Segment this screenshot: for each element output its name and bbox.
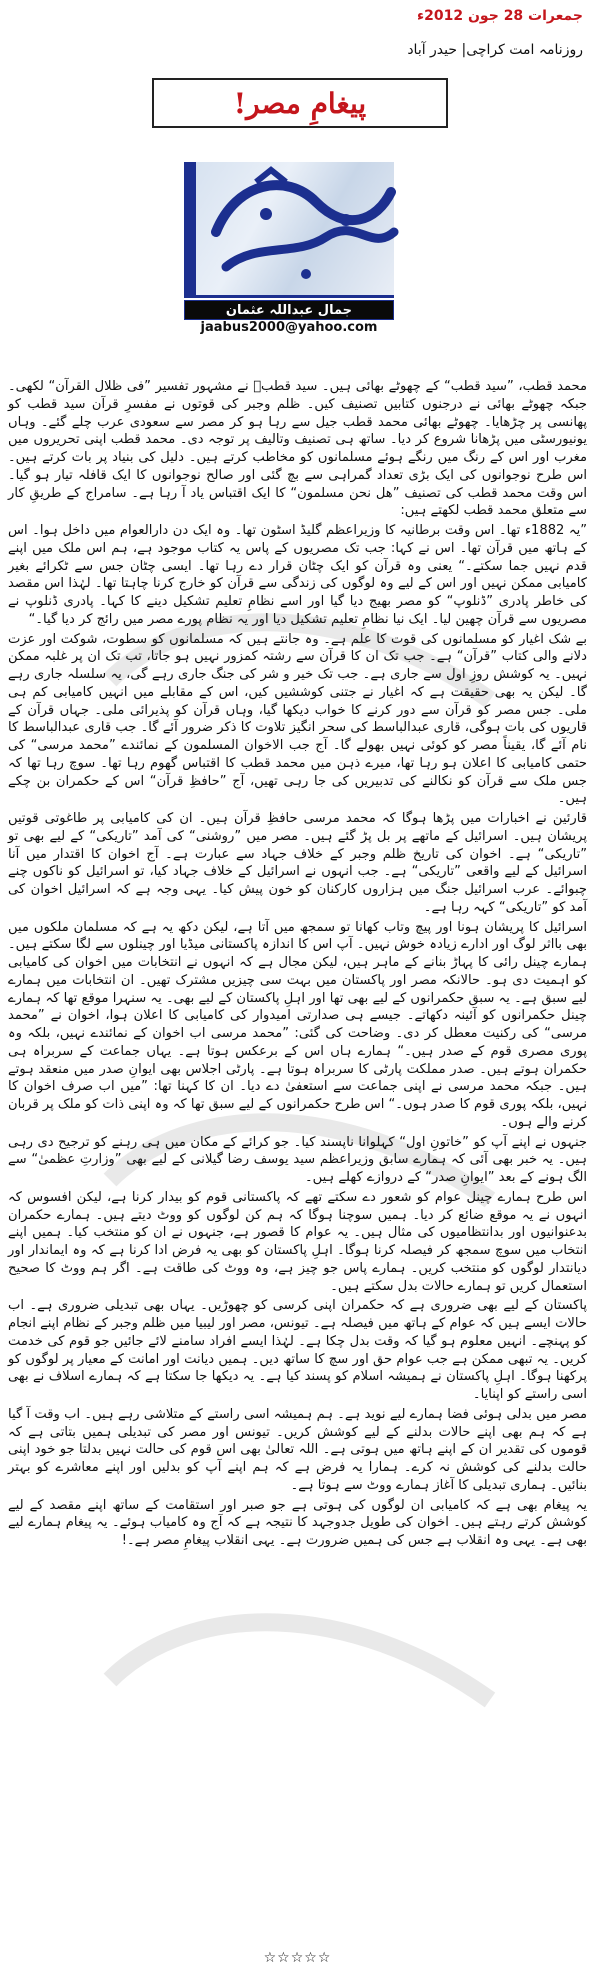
paragraph: جنہوں نے اپنے آپ کو ”خاتونِ اول“ کہلوانا ناپسند کیا۔ جو کرائے کے مکان میں ہی رہنے کو ترجیح دی رہی ہیں۔ یہ خبر بھی آئی کہ ہمارے سابق وزیراعظم سید یوسف رضا گیلانی کے لیے بھی ”وزارتِ عظمیٰ“ سے الگ ہونے کے بعد ”ایوانِ صدر“ کے دروازے کھلے ہیں۔ xyxy=(8,1134,587,1185)
article-title: پیغامِ مصر! xyxy=(233,86,367,120)
newspaper-source: روزنامہ امت کراچی| حیدر آباد xyxy=(407,42,583,58)
paragraph: بے شک اغیار کو مسلمانوں کی قوت کا علم ہے۔ وہ جانتے ہیں کہ مسلمانوں کو سطوت، شوکت اور عزت دلانے والی کتاب ”قرآن“ ہے۔ جب تک ان کا قرآن سے رشتہ کمزور نہیں ہو جاتا، تب تک ان پر غلبہ ممکن نہیں۔ یہ کوشش روزِ اول سے جاری ہے۔ جب تک خیر و شر کی جنگ جاری رہے گی، یہ سلسلہ جاری رہے گا۔ لیکن یہ بھی حقیقت ہے کہ اغیار نے جتنی کوششیں کیں، اس کے مقابلے میں انہیں کامیابی کم ہی ملی۔ جس مصر کو قرآن سے دور کرنے کا خواب دیکھا گیا، وہاں قرآن کو پذیرائی ملی۔ جہاں قرآن کے قاریوں کی بات ہوگی، قاری عبدالباسط کی سحر انگیز تلاوت کا ذکر ضرور آئے گا۔ جب قاری عبدالباسط کا نام آئے گا، یقیناً مصر کو کوئی نہیں بھولے گا۔ آج جب الاخوان المسلمون کے نمائندے ”محمد مرسی“ کی حتمی کامیابی کا اعلان ہو رہا تھا، میرے ذہن میں محمد قطب کا اقتباس گھوم رہا تھا۔ سوچ رہا تھا کہ جس ملک سے قرآن کو نکالنے کی تدبیریں کی جا رہی تھیں، آج ”حافظِ قرآن“ اس کے حکمران بن چکے ہیں۔ xyxy=(8,631,587,807)
column-banner xyxy=(184,162,394,338)
paragraph: ”یہ 1882ء تھا۔ اس وقت برطانیہ کا وزیراعظم گلیڈ اسٹون تھا۔ وہ ایک دن دارالعوام میں داخل ہوا۔ اس کے ہاتھ میں قرآن تھا۔ اس نے کہا: جب تک مصریوں کے پاس یہ کتاب موجود ہے، ہم اس ملک میں اپنے قدم نہیں جما سکتے۔“ یعنی وہ قرآن کو ایک چٹان قرار دے رہا تھا۔ ایسی چٹان جس سے ٹکرائے بغیر کامیابی ممکن نہیں اور اس کے لیے وہ لوگوں کی زندگی سے قرآن کو خارج کرنا چاہتا تھا۔ لہٰذا اس مقصد کی خاطر پادری ”ڈنلوپ“ کو مصر بھیج دیا گیا اور اسے نظامِ تعلیم تشکیل دینے کا کہا۔ پادری ڈنلوپ نے مصریوں سے قرآن چھین لیا۔ ایک نیا نظامِ تعلیم تشکیل دیا اور یہ نظام پورے مصر میں رائج کر دیا گیا۔“ xyxy=(8,523,587,627)
end-stars: ☆☆☆☆☆ xyxy=(263,1950,332,1966)
author-name: جمال عبداللہ عثمان xyxy=(225,302,353,318)
paragraph: اسرائیل کا پریشان ہونا اور پیچ وتاب کھانا تو سمجھ میں آتا ہے، لیکن دکھ یہ ہے کہ مسلمان ملکوں میں بھی بااثر لوگ اور ادارے زیادہ خوش نہیں۔ آپ اس کا اندازہ پاکستانی میڈیا اور چینلوں سے لگا سکتے ہیں۔ ہمارے چینل رائی کا پہاڑ بنانے کے ماہر ہیں، لیکن مجال ہے کہ انہوں نے انتخابات میں اخوان کی کامیابی کو اہمیت دی ہو۔ حالانکہ مصر اور پاکستان میں بہت سی چیزیں مشترک تھیں۔ ان انتخابات میں ہمارے لیے سبق ہے۔ یہ سبق حکمرانوں کے لیے بھی تھا اور اہلِ پاکستان کے لیے بھی۔ یہ سنہرا موقع تھا کہ ہمارے چینل حکمرانوں کو آئینہ دکھاتے۔ جیسے ہی صدارتی امیدوار کی کامیابی کا اعلان ہوا، اخوان نے ”محمد مرسی“ کی رکنیت معطل کر دی۔ وضاحت کی گئی: ”محمد مرسی اب اخوان کے نمائندے نہیں، بلکہ وہ پوری مصری قوم کے صدر ہیں۔“ ہمارے ہاں اس کے برعکس ہوتا ہے۔ یہاں جماعت کے سربراہ ہی حکمران ہوتے ہیں۔ صدر مملکت پارٹی کا سربراہ ہوتا ہے۔ پارٹی اجلاس بھی ایوانِ صدر میں منعقد ہوتے ہیں۔ جبکہ محمد مرسی نے اپنی جماعت سے استعفیٰ دے دیا۔ ان کا کہنا تھا: ”میں اب صرف اخوان کا نہیں، بلکہ پوری قوم کا صدر ہوں۔“ اس طرح حکمرانوں کے لیے سبق تھا کہ وہ اپنی ذات کو ملک پر قربان کرنے والے ہوں۔ xyxy=(8,919,587,1130)
column-logo xyxy=(184,162,394,298)
column-logo-art xyxy=(196,162,406,298)
author-bar xyxy=(184,300,394,320)
paragraph: قارئین نے اخبارات میں پڑھا ہوگا کہ محمد مرسی حافظِ قرآن ہیں۔ ان کی کامیابی پر طاغوتی قوتیں پریشان ہیں۔ اسرائیل کے ماتھے پر بل پڑ گئے ہیں۔ مصر میں ”روشنی“ کی آمد ”تاریکی“ کے لیے بھی تو ”تاریکی“ ہے۔ اخوان کی تاریخ ظلم وجبر کے خلاف جہاد سے عبارت ہے۔ آج اخوان کا اقتدار میں آنا اسرائیل کے لیے واقعی ”تاریکی“ ہے۔ جب انہوں نے اسرائیل کے خلاف جہاد کیا، تو اسرائیل کو ناکوں چنے چبوائے۔ عرب اسرائیل جنگ میں ہزاروں کارکنان کو خون پیش کیا۔ یہی وجہ ہے کہ اسرائیل اخوان کی آمد کو ”تاریکی“ کہہ رہا ہے۔ xyxy=(8,811,587,915)
article-body xyxy=(8,378,587,1552)
dateline: جمعرات 28 جون 2012ء xyxy=(416,8,583,24)
paragraph: یہ پیغام بھی ہے کہ کامیابی ان لوگوں کی ہوتی ہے جو صبر اور استقامت کے ساتھ اپنے مقصد کے لیے کوشش کرتے رہتے ہیں۔ اخوان کی طویل جدوجہد کا نتیجہ ہے کہ آج وہ کامیاب ہوئے۔ یہ پیغام ہمارے لیے بھی ہے۔ یہی وہ انقلاب ہے جس کی ہمیں ضرورت ہے۔ یہی انقلاب پیغامِ مصر ہے۔! xyxy=(8,1497,587,1548)
paragraph: مصر میں بدلی ہوئی فضا ہمارے لیے نوید ہے۔ ہم ہمیشہ اسی راستے کے متلاشی رہے ہیں۔ اب وقت آ گیا ہے کہ ہم بھی اپنے حالات بدلنے کے لیے کوشش کریں۔ تیونس اور مصر کی تبدیلی ہمیں بتاتی ہے کہ قوموں کی تقدیر ان کے اپنے ہاتھ میں ہوتی ہے۔ اللہ تعالیٰ بھی اس قوم کی حالت نہیں بدلتا جو خود اپنی حالت بدلنے کی کوشش نہ کرے۔ ہمارا یہ فرض ہے کہ ہم اپنے آپ کو بدلیں اور اپنے معاشرے کو بہتر بنائیں۔ ہماری تبدیلی کا آغاز ہمارے ووٹ سے ہوتا ہے۔ xyxy=(8,1406,587,1493)
paragraph: پاکستان کے لیے بھی ضروری ہے کہ حکمران اپنی کرسی کو چھوڑیں۔ یہاں بھی تبدیلی ضروری ہے۔ اب حالات ایسے ہیں کہ عوام کے ہاتھ میں فیصلہ ہے۔ تیونس، مصر اور لیبیا میں ظلم وجبر کے نظام اپنے انجام کو پہنچے۔ انہیں معلوم ہو گیا کہ وقت بدل چکا ہے۔ لہٰذا ایسے افراد سامنے لائے جائیں جو قوم کی خدمت کریں۔ یہ تبھی ممکن ہے جب عوام حق اور سچ کا ساتھ دیں۔ ہمیں دیانت اور امانت کے معیار پر لوگوں کو پرکھنا ہوگا۔ اہلِ پاکستان نے ہمیشہ اسلام کو پسند کیا ہے۔ یہ دیکھا جا سکتا ہے کہ ہمارے اسلاف نے بھی اسی راستے کو اپنایا۔ xyxy=(8,1298,587,1402)
paragraph: اس طرح ہمارے چینل عوام کو شعور دے سکتے تھے کہ پاکستانی قوم کو بیدار کرنا ہے، لیکن افسوس کہ انہوں نے یہ موقع ضائع کر دیا۔ ہمیں سوچنا ہوگا کہ ہم کن لوگوں کو ووٹ دیتے ہیں۔ ہمارے حکمران بدعنوانیوں اور بدانتظامیوں کی مثال ہیں۔ یہ عوام کا قصور ہے، جنہوں نے ان کو منتخب کیا۔ ہمیں اپنے انتخاب میں سوچ سمجھ کر فیصلہ کرنا ہوگا۔ اہلِ پاکستان کو بھی یہ فرض ادا کرنا ہے کہ وہ ایماندار اور دیانتدار لوگوں کو منتخب کریں۔ ہمارے پاس جو چیز ہے، وہ ووٹ کی طاقت ہے۔ اگر ہم ووٹ کا صحیح استعمال کریں تو ہمارے حالات بدل سکتے ہیں۔ xyxy=(8,1189,587,1294)
title-box xyxy=(152,78,448,128)
paragraph: محمد قطب، ”سید قطب“ کے چھوٹے بھائی ہیں۔ سید قطبؒ نے مشہور تفسیر ”فی ظلال القرآن“ لکھی۔ جبکہ چھوٹے بھائی نے درجنوں کتابیں تصنیف کیں۔ ظلم وجبر کی قوتوں نے مفسرِ قرآن سید قطب کو پھانسی پر چڑھایا۔ چھوٹے بھائی محمد قطب جیل سے رہا ہو کر مصر سے سعودی عرب چلے گئے۔ وہاں یونیورسٹی میں پڑھانا شروع کر دیا۔ ساتھ ہی تصنیف وتالیف پر توجہ دی۔ محمد قطب اپنی تحریروں میں مغرب اور اس کے رنگ میں رنگے ہوئے مسلمانوں کو مخاطب کرتے ہیں۔ دلیل کی بنیاد پر بات کرتے ہیں۔ اس طرح نوجوانوں کی ایک بڑی تعداد گمراہی سے بچ گئی اور صالح نوجوانوں کا ایک قافلہ تیار ہو گیا۔ اس وقت محمد قطب کی تصنیف ”ھل نحن مسلمون“ کا ایک اقتباس یاد آ رہا ہے۔ سامراج کے طریقِ کار سے متعلق محمد قطب لکھتے ہیں: xyxy=(8,379,587,519)
author-email[interactable]: jaabus2000@yahoo.com xyxy=(200,320,378,335)
